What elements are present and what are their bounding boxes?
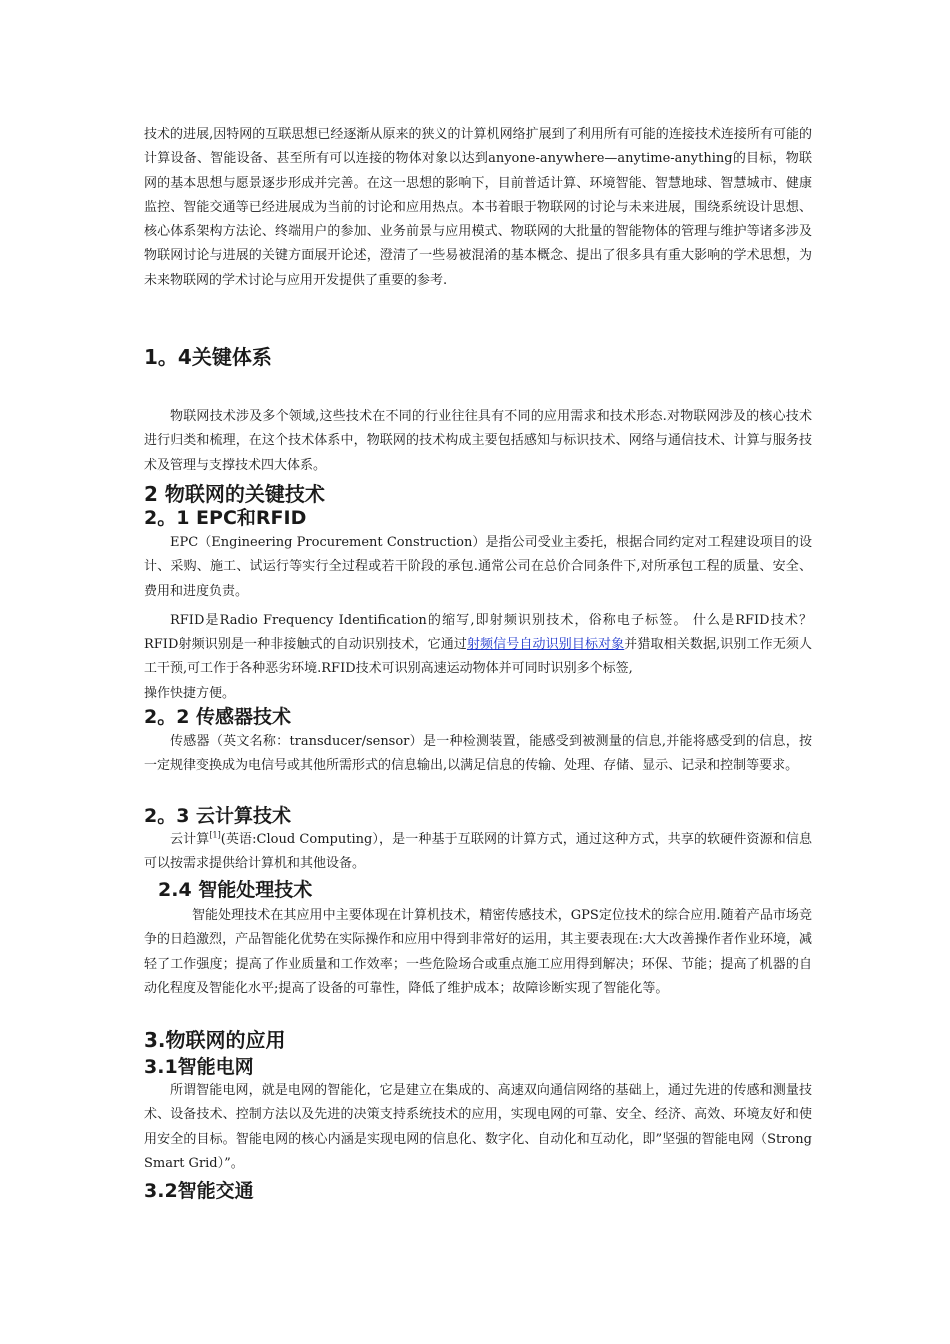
section-heading-3: 3.物联网的应用 bbox=[144, 1028, 286, 1052]
section-2-3 bbox=[144, 804, 812, 828]
section-2 bbox=[144, 481, 812, 507]
section-1-4-paragraph: 物联网技术涉及多个领域,这些技术在不同的行业往往具有不同的应用需求和技术形态.对物联网涉及的核心技术进行归类和梳理，在这个技术体系中，物联网的技术构成主要包括感知与标识技术、网络与通信技术、计算与服务技术及管理与支撑技术四大体系。 bbox=[144, 409, 812, 473]
section-2-1-body bbox=[144, 531, 812, 706]
section-2-4-body bbox=[144, 904, 812, 1001]
section-3 bbox=[144, 1027, 812, 1053]
citation-ref[interactable]: [1] bbox=[209, 830, 221, 840]
rfid-text-before: RFID是Radio Frequency Identification的缩写,即射频识别技术，俗称电子标签。 什么是RFID技术？ RFID射频识别是一种非接触式的自动识别技术，它通过 bbox=[144, 612, 812, 653]
intro-section bbox=[144, 123, 812, 293]
section-2-1 bbox=[144, 506, 812, 530]
section-2-4 bbox=[158, 878, 826, 902]
sensor-paragraph: 传感器（英文名称：transducer/sensor）是一种检测装置，能感受到被测量的信息,并能将感受到的信息，按一定规律变换成为电信号或其他所需形式的信息输出,以满足信息的传输、处理、存储、显示、记录和控制等要求。 bbox=[144, 734, 812, 774]
cloud-lead: 云计算 bbox=[170, 832, 210, 847]
rfid-link[interactable]: 射频信号自动识别目标对象 bbox=[466, 637, 625, 653]
smart-grid-paragraph: 所谓智能电网，就是电网的智能化，它是建立在集成的、高速双向通信网络的基础上，通过先进的传感和测量技术、设备技术、控制方法以及先进的决策支持系统技术的应用，实现电网的可靠、安全、经济、高效、环境友好和使用安全的目标。智能电网的核心内涵是实现电网的信息化、数字化、自动化和互动化，即”坚强的智能电网（Strong Smart Grid）”。 bbox=[144, 1083, 812, 1171]
section-heading-3-2: 3.2智能交通 bbox=[144, 1180, 254, 1202]
section-heading-3-1: 3.1智能电网 bbox=[144, 1056, 254, 1078]
section-3-2 bbox=[144, 1179, 812, 1203]
smart-processing-paragraph: 智能处理技术在其应用中主要体现在计算机技术，精密传感技术，GPS定位技术的综合应用.随着产品市场竞争的日趋激烈，产品智能化优势在实际操作和应用中得到非常好的运用，其主要表现在:大大改善操作者作业环境，减轻了工作强度；提高了作业质量和工作效率；一些危险场合或重点施工应用得到解决；环保、节能；提高了机器的自动化程度及智能化水平;提高了设备的可靠性，降低了维护成本；故障诊断实现了智能化等。 bbox=[144, 908, 812, 996]
section-heading-2-3: 2。3 云计算技术 bbox=[144, 805, 292, 827]
section-heading-2-4: 2.4 智能处理技术 bbox=[158, 879, 313, 901]
intro-paragraph: 技术的进展,因特网的互联思想已经逐渐从原来的狭义的计算机网络扩展到了利用所有可能的连接技术连接所有可能的计算设备、智能设备、甚至所有可以连接的物体对象以达到anyone-anywhere—anytime-anything的目标，物联网的基本思想与愿景逐步形成并完善。在这一思想的影响下，目前普适计算、环境智能、智慧地球、智慧城市、健康监控、智能交通等已经进展成为当前的讨论和应用热点。本书着眼于物联网的讨论与未来进展，围绕系统设计思想、核心体系架构方法论、终端用户的参加、业务前景与应用模式、物联网的大批量的智能物体的管理与维护等诸多涉及物联网讨论与进展的关键方面展开论述，澄清了一些易被混淆的基本概念、提出了很多具有重大影响的学术思想，为未来物联网的学术讨论与应用开发提供了重要的参考. bbox=[144, 127, 812, 288]
section-3-1-body bbox=[144, 1079, 812, 1176]
rfid-text-after: 并猎取相关数据,识别工作无须人工干预,可工作于各种恶劣环境.RFID技术可识别高速运动物体并可同时识别多个标签, bbox=[144, 637, 812, 677]
section-2-3-body bbox=[144, 828, 812, 877]
section-heading-2-1: 2。1 EPC和RFID bbox=[144, 507, 307, 529]
section-heading-1-4: 1。4关键体系 bbox=[144, 345, 272, 369]
section-1-4 bbox=[144, 344, 812, 370]
section-1-4-body bbox=[144, 405, 812, 478]
section-2-2-body bbox=[144, 730, 812, 779]
cloud-rest: (英语:Cloud Computing），是一种基于互联网的计算方式，通过这种方式，共享的软硬件资源和信息可以按需求提供给计算机和其他设备。 bbox=[144, 832, 812, 872]
cloud-paragraph bbox=[144, 828, 812, 877]
section-heading-2: 2 物联网的关键技术 bbox=[144, 482, 325, 506]
rfid-last-line: 操作快捷方便。 bbox=[144, 685, 236, 701]
section-2-2 bbox=[144, 705, 812, 729]
rfid-paragraph bbox=[144, 609, 812, 682]
epc-paragraph: EPC（Engineering Procurement Construction）是指公司受业主委托，根据合同约定对工程建设项目的设计、采购、施工、试运行等实行全过程或若干阶段的承包.通常公司在总价合同条件下,对所承包工程的质量、安全、费用和进度负责。 bbox=[144, 535, 812, 599]
section-3-1 bbox=[144, 1055, 812, 1079]
section-heading-2-2: 2。2 传感器技术 bbox=[144, 706, 292, 728]
